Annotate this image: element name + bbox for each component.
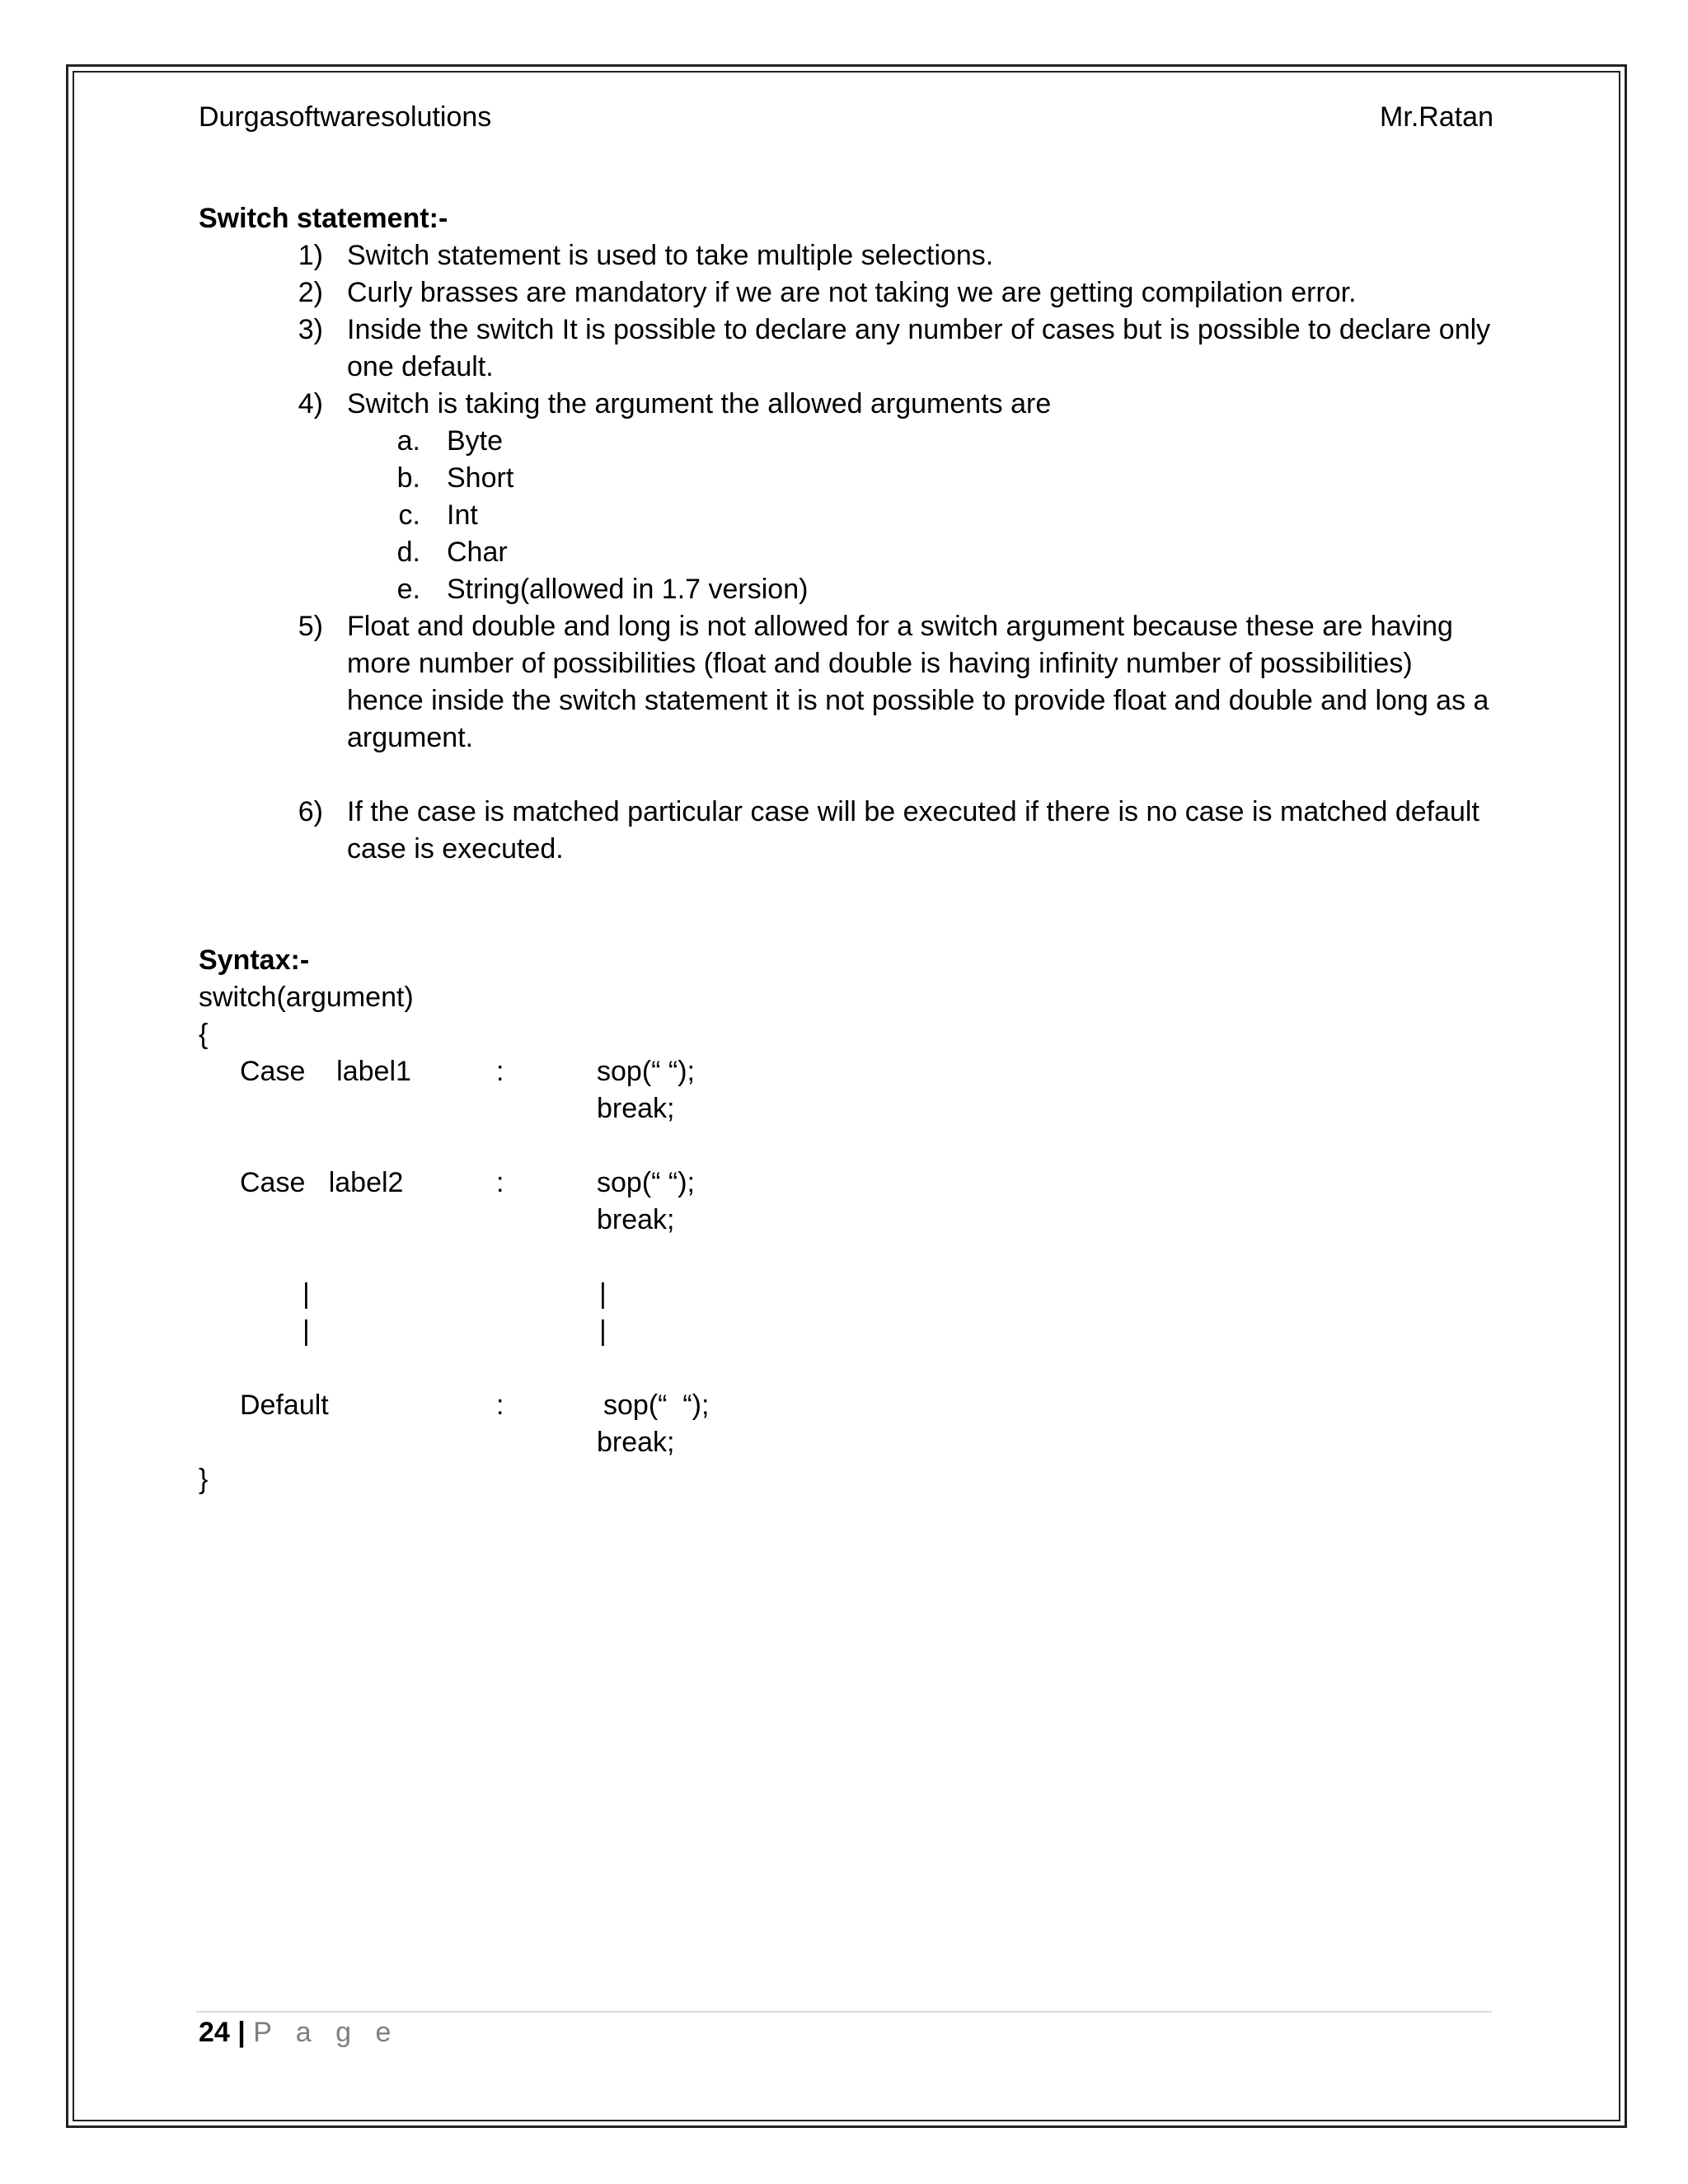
list-item-text: If the case is matched particular case will be executed if there is no case is matched default — [347, 796, 1479, 827]
sublist-item-letter: a. — [396, 425, 420, 457]
syntax-ellipsis-pipe: | — [599, 1278, 607, 1310]
syntax-break: break; — [597, 1427, 675, 1458]
syntax-sop-default: sop(“ “); — [603, 1390, 710, 1421]
syntax-title: Syntax:- — [199, 944, 310, 976]
syntax-sop: sop(“ “); — [597, 1167, 695, 1198]
syntax-switch-line: switch(argument) — [199, 982, 414, 1013]
syntax-close-brace: } — [199, 1464, 209, 1495]
page-label: P a g e — [253, 2017, 400, 2048]
syntax-colon: : — [496, 1167, 504, 1198]
list-item-number: 4) — [298, 388, 323, 419]
list-item-text: Switch is taking the argument the allowed arguments are — [347, 388, 1052, 419]
list-item-number: 3) — [298, 314, 323, 345]
sublist-item-letter: e. — [396, 574, 420, 605]
list-item-text: hence inside the switch statement it is not possible to provide float and double and long as a — [347, 685, 1489, 716]
footer-rule — [196, 2011, 1492, 2013]
syntax-ellipsis-pipe: | — [302, 1278, 310, 1310]
page-border-inner — [73, 71, 1620, 2121]
header-right: Mr.Ratan — [1380, 101, 1493, 133]
page-separator: | — [237, 2017, 246, 2048]
list-item-number: 2) — [298, 277, 323, 308]
syntax-break: break; — [597, 1093, 675, 1124]
list-item-text: one default. — [347, 351, 494, 382]
list-item-text: argument. — [347, 722, 474, 753]
sublist-item-text: Int — [447, 499, 478, 531]
syntax-case1-label: Case label1 — [240, 1056, 411, 1087]
syntax-case2-label: Case label2 — [240, 1167, 404, 1198]
syntax-sop: sop(“ “); — [597, 1056, 695, 1087]
syntax-ellipsis-pipe: | — [302, 1315, 310, 1347]
syntax-ellipsis-pipe: | — [599, 1315, 607, 1347]
sublist-item-text: Byte — [447, 425, 504, 457]
sublist-item-letter: b. — [396, 462, 420, 494]
list-item-text: Float and double and long is not allowed for a switch argument because these are having — [347, 611, 1453, 642]
list-item-number: 6) — [298, 796, 323, 827]
list-item-text: case is executed. — [347, 833, 564, 865]
sublist-item-letter: d. — [396, 537, 420, 568]
section-title: Switch statement:- — [199, 203, 448, 234]
list-item-number: 5) — [298, 611, 323, 642]
header-left: Durgasoftwaresolutions — [199, 101, 492, 133]
list-item-text: Inside the switch It is possible to declare any number of cases but is possible to declare only — [347, 314, 1491, 345]
sublist-item-text: String(allowed in 1.7 version) — [447, 574, 809, 605]
syntax-colon: : — [496, 1056, 504, 1087]
footer-page — [199, 2014, 399, 2051]
list-item-text: Switch statement is used to take multiple selections. — [347, 240, 994, 271]
sublist-item-letter: c. — [398, 499, 420, 531]
list-item-text: Curly brasses are mandatory if we are not taking we are getting compilation error. — [347, 277, 1357, 308]
list-item-number: 1) — [298, 240, 323, 271]
syntax-default-label: Default — [240, 1390, 329, 1421]
syntax-colon: : — [496, 1390, 504, 1421]
sublist-item-text: Char — [447, 537, 508, 568]
syntax-open-brace: { — [199, 1019, 209, 1050]
list-item-text: more number of possibilities (float and double is having infinity number of possibilities) — [347, 648, 1413, 679]
syntax-break: break; — [597, 1204, 675, 1235]
page-number: 24 — [199, 2017, 230, 2048]
sublist-item-text: Short — [447, 462, 514, 494]
